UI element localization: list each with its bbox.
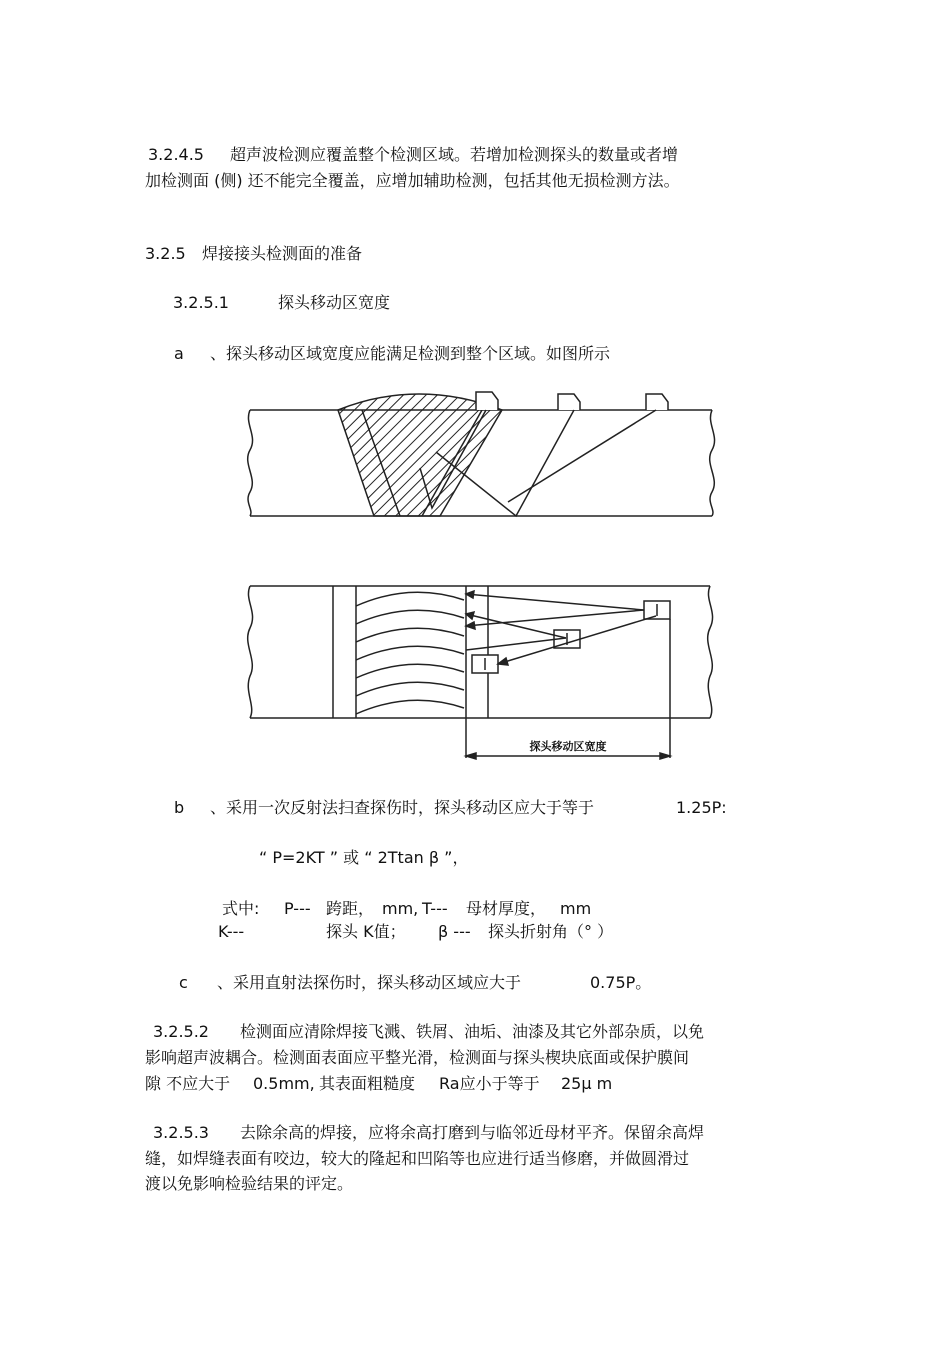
section-number: 3.2.5.3 (153, 1123, 209, 1142)
item-text: 、探头移动区域宽度应能满足检测到整个区域。如图所示 (210, 344, 611, 363)
para-3-2-5-2-line2 (145, 1045, 689, 1071)
item-letter: c (179, 973, 188, 992)
t-unit: mm (560, 899, 592, 918)
section-title: 探头移动区宽度 (278, 293, 391, 312)
cross-section-view (248, 392, 715, 516)
beta-symbol: β --- (438, 922, 471, 941)
where-label: 式中: (222, 899, 260, 918)
para-3-2-5-2-line1 (153, 1019, 704, 1045)
formula-end: ， (452, 848, 469, 867)
paragraph-text: 隙 不应大于 (145, 1074, 231, 1093)
p-description: 跨距， (326, 899, 375, 918)
heading-3-2-5-1 (173, 290, 390, 316)
item-value: 0.75P。 (590, 973, 652, 992)
formula-or: 或 (343, 848, 360, 867)
dimension-label: 探头移动区宽度 (529, 740, 607, 753)
item-letter: a (174, 344, 184, 363)
t-symbol: T--- (422, 899, 448, 918)
k-description: 探头 K值； (326, 922, 406, 941)
paragraph-text: 检测面应清除焊接飞溅、铁屑、油垢、油漆及其它外部杂质，以免 (240, 1022, 705, 1041)
section-number: 3.2.4.5 (148, 145, 204, 164)
paragraph-text: 超声波检测应覆盖整个检测区域。若增加检测探头的数量或者增 (230, 145, 679, 164)
para-3-2-5-2-line3 (145, 1071, 612, 1097)
t-description: 母材厚度， (466, 899, 547, 918)
item-value: 1.25P: (676, 798, 727, 817)
value-gap: 0.5mm, (253, 1074, 315, 1093)
top-view (248, 586, 713, 759)
formula-line (259, 845, 468, 871)
formula-p1: “ P=2KT ” (259, 848, 339, 867)
para-3-2-5-3-line3 (145, 1171, 353, 1197)
p-symbol: P--- (284, 899, 311, 918)
heading-3-2-5 (145, 241, 362, 267)
section-number: 3.2.5.2 (153, 1022, 209, 1041)
para-3-2-4-5-line1 (148, 142, 678, 168)
paragraph-text: 去除余高的焊接，应将余高打磨到与临邻近母材平齐。保留余高焊 (240, 1123, 705, 1142)
paragraph-text: 加检测面 (侧) 还不能完全覆盖，应增加辅助检测，包括其他无损检测方法。 (145, 171, 680, 190)
value-roughness: 25μ m (561, 1074, 613, 1093)
paragraph-text: 影响超声波耦合。检测面表面应平整光滑，检测面与探头楔块底面或保护膜间 (145, 1048, 690, 1067)
paragraph-text: 其表面粗糙度 (319, 1074, 416, 1093)
paragraph-text: Ra应小于等于 (439, 1074, 540, 1093)
probe-zone-diagram (240, 388, 720, 773)
formula-p2: “ 2Ttan β ” (364, 848, 453, 867)
item-text: 、采用直射法探伤时，探头移动区域应大于 (217, 973, 522, 992)
k-symbol: K--- (218, 922, 245, 941)
para-3-2-4-5-line2 (145, 168, 680, 194)
para-3-2-5-3-line1 (153, 1120, 704, 1146)
item-letter: b (174, 798, 185, 817)
beta-description: 探头折射角（° ） (488, 922, 614, 941)
paragraph-text: 缝，如焊缝表面有咬边，较大的隆起和凹陷等也应进行适当修磨，并做圆滑过 (145, 1149, 690, 1168)
para-3-2-5-3-line2 (145, 1146, 689, 1172)
where-line-2 (218, 919, 613, 945)
item-c (179, 970, 651, 996)
item-text: 、采用一次反射法扫查探伤时，探头移动区应大于等于 (210, 798, 595, 817)
paragraph-text: 渡以免影响检验结果的评定。 (145, 1174, 354, 1193)
item-a (174, 341, 610, 367)
section-number: 3.2.5.1 (173, 293, 229, 312)
probe-zone-figure (240, 388, 720, 773)
section-number: 3.2.5 (145, 244, 186, 263)
section-title: 焊接接头检测面的准备 (202, 244, 363, 263)
p-unit: mm, (382, 899, 419, 918)
item-b (174, 795, 727, 821)
